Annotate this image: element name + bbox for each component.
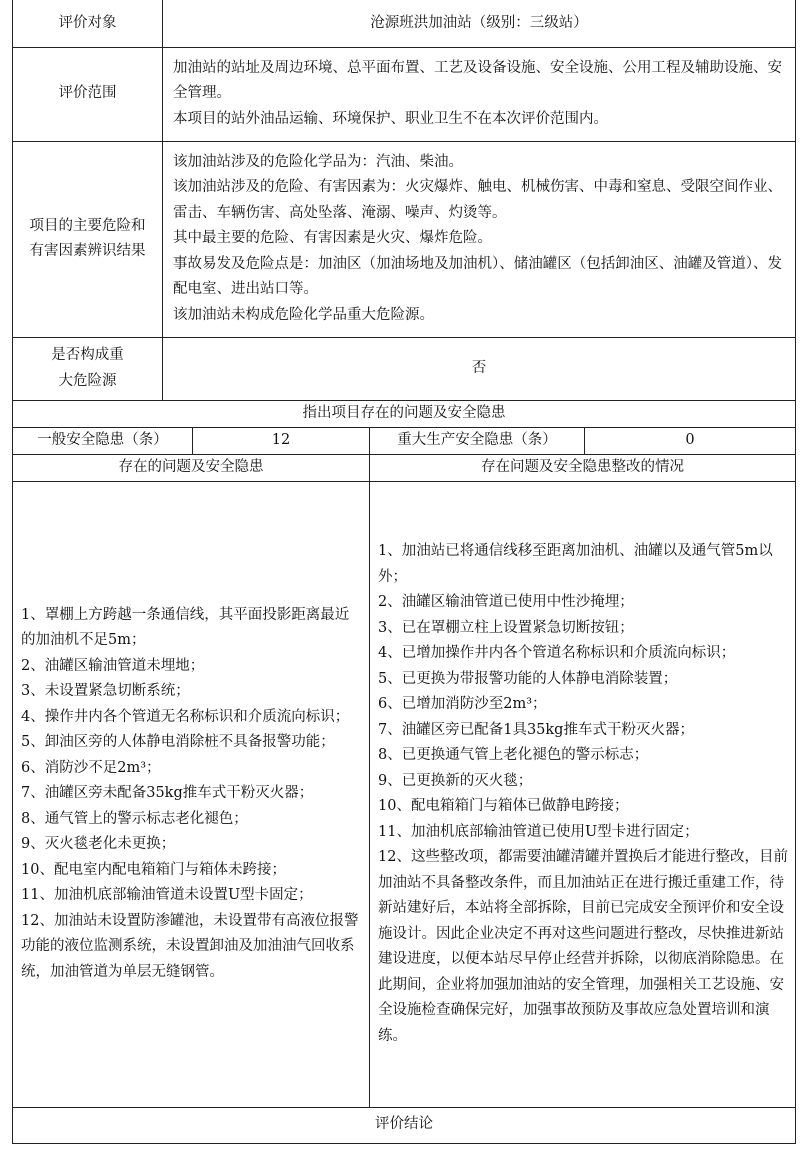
- hazards-label: 项目的主要危险和有害因素辨识结果: [13, 141, 163, 337]
- object-value: 沧源班洪加油站（级别：三级站）: [163, 0, 796, 47]
- problem-item: 6、消防沙不足2m³；: [21, 759, 161, 776]
- general-hazard-count: 12: [193, 427, 370, 454]
- conclusion-label: 评价结论: [13, 1107, 796, 1143]
- hazards-line: 其中最主要的危险、有害因素是火灾、爆炸危险。: [173, 230, 492, 247]
- row-details: [13, 481, 796, 1107]
- scope-label: 评价范围: [13, 47, 163, 141]
- major-hazard-count-label: 重大生产安全隐患（条）: [370, 427, 585, 454]
- row-counts: [13, 427, 796, 454]
- major-hazard-value: 否: [163, 337, 796, 400]
- hazards-line: 该加油站未构成危险化学品重大危险源。: [173, 306, 434, 323]
- problem-item: 12、加油站未设置防渗罐池，未设置带有高液位报警功能的液位监测系统，未设置卸油及加油油气回收系统，加油管道为单层无缝钢管。: [21, 912, 359, 980]
- issues-header: 指出项目存在的问题及安全隐患: [13, 400, 796, 427]
- row-major-hazard: [13, 337, 796, 400]
- scope-content: [163, 47, 796, 141]
- problem-item: 1、罩棚上方跨越一条通信线，其平面投影距离最近的加油机不足5m；: [21, 606, 350, 649]
- rectification-item: 2、油罐区输油管道已使用中性沙掩埋；: [378, 594, 634, 610]
- problem-item: 3、未设置紧急切断系统；: [21, 683, 190, 700]
- rectification-item: 7、油罐区旁已配备1具35kg推车式干粉灭火器；: [378, 721, 694, 738]
- problem-item: 5、卸油区旁的人体静电消除桩不具备报警功能；: [21, 734, 335, 751]
- problem-item: 8、通气管上的警示标志老化褪色；: [21, 810, 248, 827]
- rectification-list: [370, 481, 796, 1107]
- major-hazard-count: 0: [585, 427, 796, 454]
- row-hazards: [13, 141, 796, 337]
- problems-list: [13, 481, 370, 1107]
- rectification-item: 5、已更换为带报警功能的人体静电消除装置；: [378, 670, 678, 687]
- scope-line: 加油站的站址及周边环境、总平面布置、工艺及设备设施、安全设施、公用工程及辅助设施、安全管理。: [173, 59, 782, 102]
- scope-line: 本项目的站外油品运输、环境保护、职业卫生不在本次评价范围内。: [173, 110, 608, 127]
- evaluation-table: [12, 0, 796, 1144]
- row-scope: [13, 47, 796, 141]
- row-issues-header: [13, 400, 796, 427]
- rectification-item: 10、配电箱箱门与箱体已做静电跨接；: [378, 798, 629, 814]
- rectification-item: 4、已增加操作井内各个管道名称标识和介质流向标识；: [378, 645, 736, 661]
- general-hazard-label: 一般安全隐患（条）: [13, 427, 193, 454]
- hazards-content: [163, 141, 796, 337]
- rectification-item: 6、已增加消防沙至2m³；: [378, 696, 547, 712]
- problems-column-header: 存在的问题及安全隐患: [13, 454, 370, 481]
- problem-item: 10、配电室内配电箱箱门与箱体未跨接；: [21, 861, 286, 878]
- problem-item: 4、操作井内各个管道无名称标识和介质流向标识；: [21, 708, 350, 725]
- hazards-line: 该加油站涉及的危险、有害因素为：火灾爆炸、触电、机械伤害、中毒和窒息、受限空间作业、雷击、车辆伤害、高处坠落、淹溺、噪声、灼烫等。: [173, 179, 782, 221]
- object-label: 评价对象: [13, 0, 163, 47]
- hazards-line: 该加油站涉及的危险化学品为：汽油、柴油。: [173, 153, 463, 170]
- rectification-item: 3、已在罩棚立柱上设置紧急切断按钮；: [378, 619, 634, 636]
- rectification-item: 9、已更换新的灭火毯；: [378, 772, 533, 789]
- problem-item: 2、油罐区输油管道未埋地；: [21, 657, 205, 674]
- hazards-line: 事故易发及危险点是：加油区（加油场地及加油机）、储油罐区（包括卸油区、油罐及管道）、发配电室、进出站口等。: [173, 255, 782, 298]
- rectification-item: 8、已更换通气管上老化褪色的警示标志；: [378, 747, 649, 763]
- problem-item: 9、灭火毯老化未更换；: [21, 836, 176, 853]
- row-object: [13, 0, 796, 47]
- major-hazard-label: 是否构成重大危险源: [13, 337, 163, 400]
- rectification-item: 1、加油站已将通信线移至距离加油机、油罐以及通气管5m以外；: [378, 543, 773, 585]
- rectification-item: 12、这些整改项，都需要油罐清罐并置换后才能进行整改，目前加油站不具备整改条件，而且加油站正在进行搬迁重建工作，待新站建好后，本站将全部拆除，目前已完成安全预评价和安全设施设计。因此企业决定不再对这些问题进行整改，尽快推进新站建设进度，以便本站尽早停止经营并拆除，以彻底消除隐患。在此期间，企业将加强加油站的安全管理，加强相关工艺设施、安全设施检查确保完好，加强事故预防及事故应急处置培训和演练。: [378, 849, 788, 1044]
- problem-item: 7、油罐区旁未配备35kg推车式干粉灭火器；: [21, 785, 314, 802]
- rectification-item: 11、加油机底部输油管道已使用U型卡进行固定；: [378, 823, 699, 840]
- problem-item: 11、加油机底部输油管道未设置U型卡固定；: [21, 887, 313, 904]
- row-conclusion: [13, 1107, 796, 1143]
- row-column-headers: [13, 454, 796, 481]
- rectification-column-header: 存在问题及安全隐患整改的情况: [370, 454, 796, 481]
